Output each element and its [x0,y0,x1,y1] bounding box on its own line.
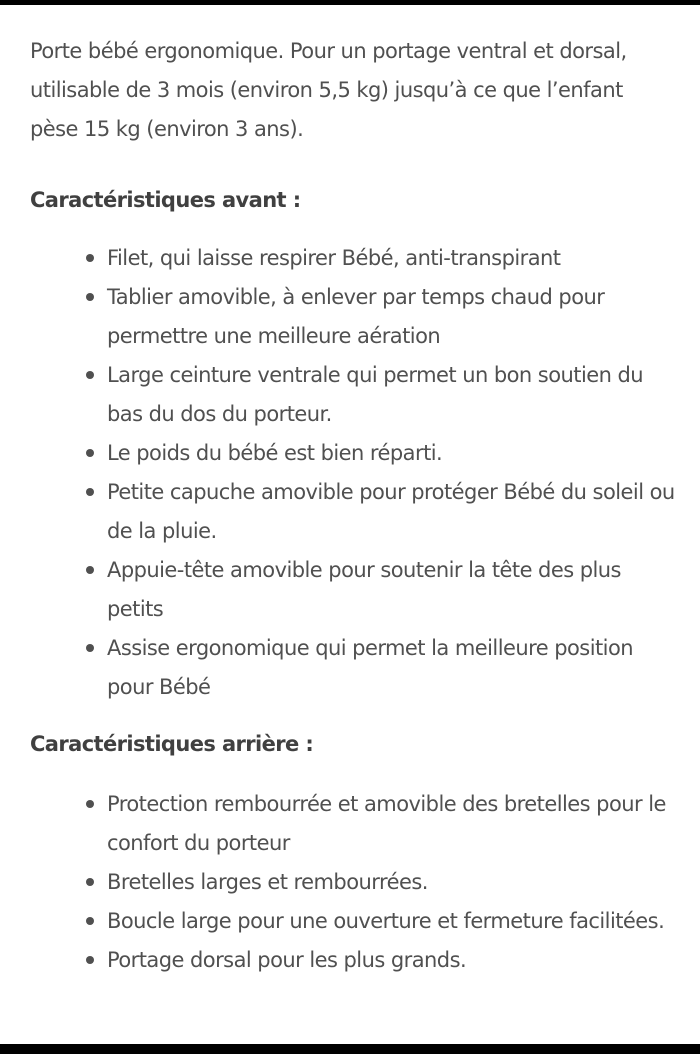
list-item-text: Filet, qui laisse respirer Bébé, anti-transpirant [107,246,561,270]
bullet-icon [86,449,94,457]
intro-paragraph: Porte bébé ergonomique. Pour un portage ventral et dorsal, utilisable de 3 mois (environ 5,5 kg) jusqu’à ce que l’enfant pèse 15 kg (environ 3 ans). [30,39,627,141]
bullet-icon [86,917,94,925]
product-description-page [0,5,700,1044]
list-item-text: Large ceinture ventrale qui permet un bon soutien du bas du dos du porteur. [107,363,644,426]
bullet-icon [86,644,94,652]
front-features-heading: Caractéristiques avant : [30,188,301,212]
front-features-list [30,239,675,707]
list-item-text: Tablier amovible, à enlever par temps chaud pour permettre une meilleure aération [107,285,605,348]
list-item [85,863,675,902]
list-item-text: Bretelles larges et rembourrées. [107,870,428,894]
list-item [85,473,675,551]
list-item-text: Portage dorsal pour les plus grands. [107,948,467,972]
list-item-text: Boucle large pour une ouverture et fermeture facilitées. [107,909,665,933]
back-features-list [30,785,675,980]
list-item-text: Petite capuche amovible pour protéger Bébé du soleil ou de la pluie. [107,480,675,543]
bullet-icon [86,371,94,379]
list-item [85,551,675,629]
list-item [85,278,675,356]
list-item [85,434,675,473]
list-item [85,356,675,434]
list-item [85,941,675,980]
bullet-icon [86,254,94,262]
list-item [85,629,675,707]
bullet-icon [86,800,94,808]
list-item-text: Assise ergonomique qui permet la meilleure position pour Bébé [107,636,633,699]
list-item [85,239,675,278]
list-item-text: Le poids du bébé est bien réparti. [107,441,443,465]
bullet-icon [86,293,94,301]
description-content [30,32,675,980]
bullet-icon [86,488,94,496]
list-item [85,785,675,863]
list-item-text: Appuie-tête amovible pour soutenir la tête des plus petits [107,558,621,621]
list-item-text: Protection rembourrée et amovible des bretelles pour le confort du porteur [107,792,666,855]
bullet-icon [86,566,94,574]
list-item [85,902,675,941]
back-features-heading: Caractéristiques arrière : [30,732,314,756]
bottom-edge-bar [0,1044,700,1054]
bullet-icon [86,956,94,964]
bullet-icon [86,878,94,886]
